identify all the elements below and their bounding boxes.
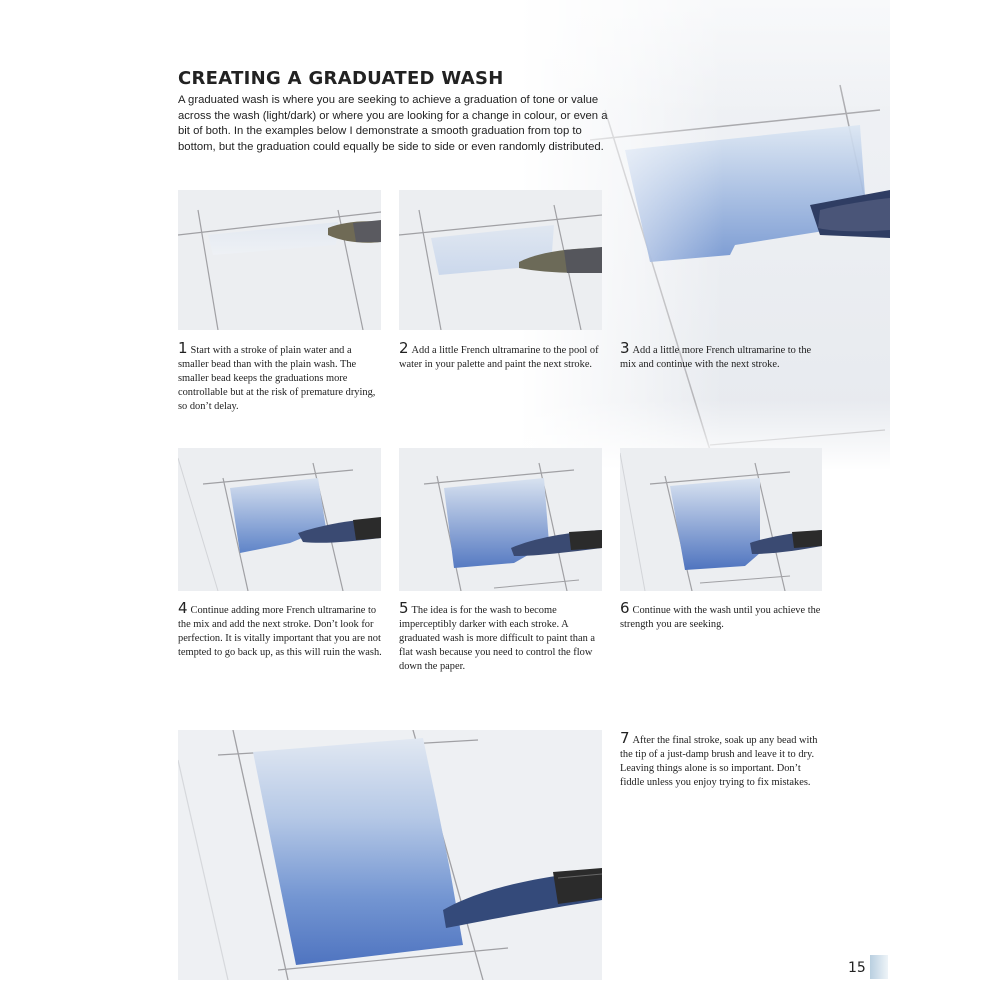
step-2-caption <box>399 341 605 372</box>
step-1-caption <box>178 341 384 414</box>
step-number: 5 <box>399 599 409 617</box>
step-number: 7 <box>620 729 630 747</box>
step-1-photo <box>178 190 381 330</box>
step-text: Add a little French ultramarine to the pool of water in your palette and paint the next stroke. <box>399 345 599 370</box>
step-text: Continue with the wash until you achieve the strength you are seeking. <box>620 605 821 630</box>
step-text: Start with a stroke of plain water and a smaller bead than with the plain wash. The smaller bead keeps the graduations more controllable but at the risk of premature drying, so don’t delay. <box>178 345 376 412</box>
step-7-photo <box>178 730 602 980</box>
step-text: After the final stroke, soak up any bead with the tip of a just-damp brush and leave it to dry. Leaving things alone is so important. Don’t fiddle unless you enjoy trying to fix mistakes. <box>620 735 818 788</box>
step-4-caption <box>178 601 384 660</box>
step-number: 1 <box>178 339 188 357</box>
step-5-photo <box>399 448 602 591</box>
step-number: 4 <box>178 599 188 617</box>
step-text: Add a little more French ultramarine to the mix and continue with the next stroke. <box>620 345 812 370</box>
step-5-caption <box>399 601 605 674</box>
step-7-caption <box>620 731 826 790</box>
step-number: 6 <box>620 599 630 617</box>
page-tab-marker <box>870 955 888 979</box>
step-number: 3 <box>620 339 630 357</box>
step-6-caption <box>620 601 826 632</box>
intro-paragraph: A graduated wash is where you are seeking to achieve a graduation of tone or value across the wash (light/dark) or where you are looking for a change in colour, or even a bit of both. In the examples below I demonstrate a smooth graduation from top to bottom, but the graduation could equally be side to side or even randomly distributed. <box>178 94 608 153</box>
step-2-photo <box>399 190 602 330</box>
step-3-caption <box>620 341 820 372</box>
step-text: Continue adding more French ultramarine to the mix and add the next stroke. Don’t look for perfection. It is vitally important that you are not tempted to go back up, as this will ruin the wash. <box>178 605 382 658</box>
step-number: 2 <box>399 339 409 357</box>
step-6-photo <box>620 448 822 591</box>
step-4-photo <box>178 448 381 591</box>
page-number: 15 <box>848 960 866 976</box>
step-text: The idea is for the wash to become imperceptibly darker with each stroke. A graduated wash is more difficult to paint than a flat wash because you need to control the flow down the paper. <box>399 605 596 672</box>
page-title: CREATING A GRADUATED WASH <box>178 68 504 89</box>
